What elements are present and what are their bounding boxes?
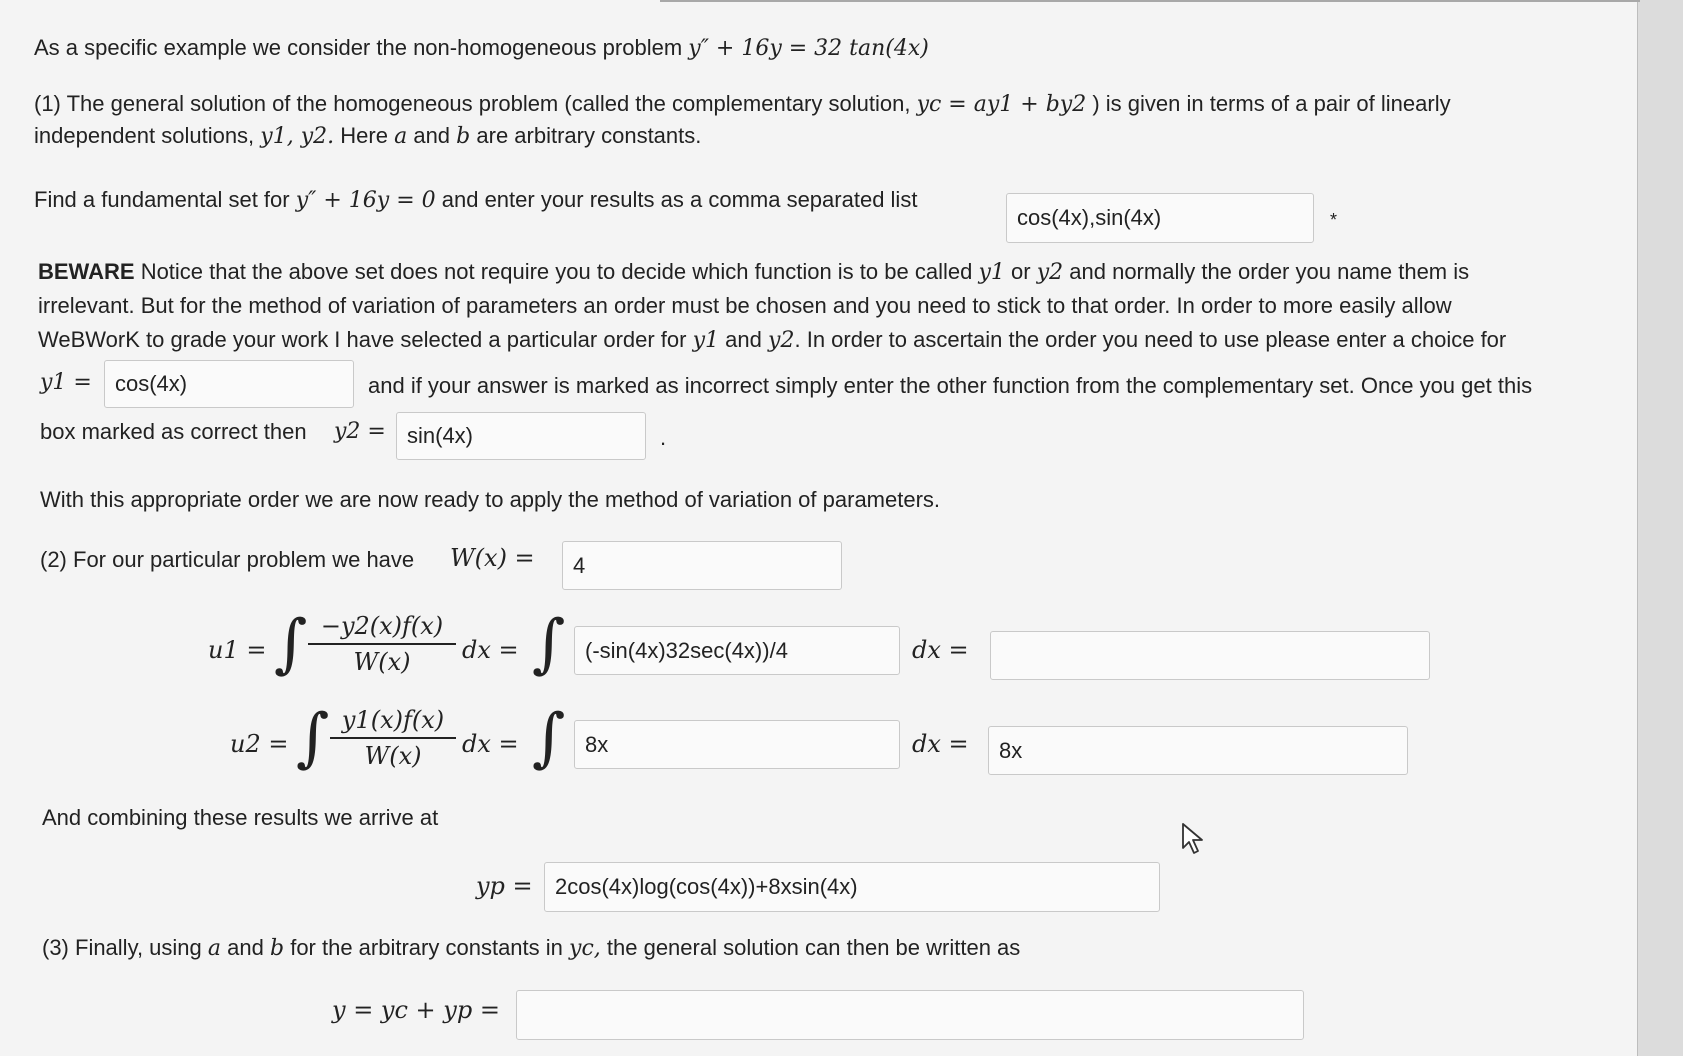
u1-result-input[interactable] <box>990 631 1430 680</box>
u2-dx-eq-2: dx = <box>912 730 969 758</box>
u2-label: u2 = <box>230 730 289 758</box>
integral-sign-u2-2: ∫ <box>532 701 566 775</box>
part2-text: (2) For our particular problem we have <box>40 547 415 572</box>
beware-line5: box marked as correct then <box>40 419 307 444</box>
fundamental-set-input[interactable]: cos(4x),sin(4x) <box>1006 193 1314 243</box>
combining-text: And combining these results we arrive at <box>42 805 439 830</box>
part3-text: (3) Finally, using a and b for the arbitrary constants in yc, the general solution can then be written as <box>42 935 1021 961</box>
period: . <box>660 425 667 450</box>
y1-label: y1 = <box>40 370 92 395</box>
general-solution-input[interactable] <box>516 990 1304 1040</box>
wronskian-input[interactable]: 4 <box>562 541 842 590</box>
u2-integrand-input[interactable]: 8x <box>574 720 900 769</box>
u1-dx-eq-2: dx = <box>912 636 969 664</box>
u2-fraction: y1(x)f(x) W(x) <box>330 706 456 770</box>
intro-text: As a specific example we consider the non-homogeneous problem y″ + 16y = 32 tan(4x) <box>34 35 929 61</box>
general-solution-label: y = yc + yp = <box>332 996 500 1024</box>
required-star: * <box>1330 210 1338 230</box>
u1-label: u1 = <box>208 636 267 664</box>
u2-dx-eq: dx = <box>462 730 519 758</box>
w-label: W(x) = <box>450 544 535 572</box>
y1-input[interactable]: cos(4x) <box>104 360 354 408</box>
beware-line1: BEWARE Notice that the above set does not require you to decide which function is to be called y1 or y2 and normally the order you name them is <box>38 259 1470 285</box>
u2-result-input[interactable]: 8x <box>988 726 1408 775</box>
part1-line1: (1) The general solution of the homogeneous problem (called the complementary solution, yc = ay1 + by2 ) is given in terms of a pair of linearly <box>34 91 1451 117</box>
integral-sign-u1: ∫ <box>274 607 308 681</box>
y2-label: y2 = <box>334 419 386 444</box>
beware-line2: irrelevant. But for the method of variation of parameters an order must be chosen and you need to stick to that order. In order to more easily allow <box>38 293 1452 318</box>
yp-input[interactable]: 2cos(4x)log(cos(4x))+8xsin(4x) <box>544 862 1160 912</box>
intro-equation: y″ + 16y = 32 tan(4x) <box>688 36 929 61</box>
beware-line4: and if your answer is marked as incorrect simply enter the other function from the complementary set. Once you get this <box>368 373 1533 398</box>
u1-dx-eq: dx = <box>462 636 519 664</box>
find-fundamental-text: Find a fundamental set for y″ + 16y = 0 and enter your results as a comma separated list <box>34 187 918 213</box>
mouse-pointer-icon <box>1180 822 1210 858</box>
top-divider <box>660 0 1640 2</box>
u1-integrand-input[interactable]: (-sin(4x)32sec(4x))/4 <box>574 626 900 675</box>
yp-label: yp = <box>476 872 533 900</box>
beware-line3: WeBWorK to grade your work I have selected a particular order for y1 and y2. In order to ascertain the order you need to use please enter a choice for <box>38 327 1507 353</box>
integral-sign-u2: ∫ <box>296 701 330 775</box>
beware-label: BEWARE <box>38 259 135 284</box>
u1-fraction: −y2(x)f(x) W(x) <box>308 612 456 676</box>
integral-sign-u1-2: ∫ <box>532 607 566 681</box>
y2-input[interactable]: sin(4x) <box>396 412 646 460</box>
ready-text: With this appropriate order we are now ready to apply the method of variation of parameters. <box>40 487 941 512</box>
part1-line2: independent solutions, y1, y2. Here a and b are arbitrary constants. <box>34 123 702 149</box>
